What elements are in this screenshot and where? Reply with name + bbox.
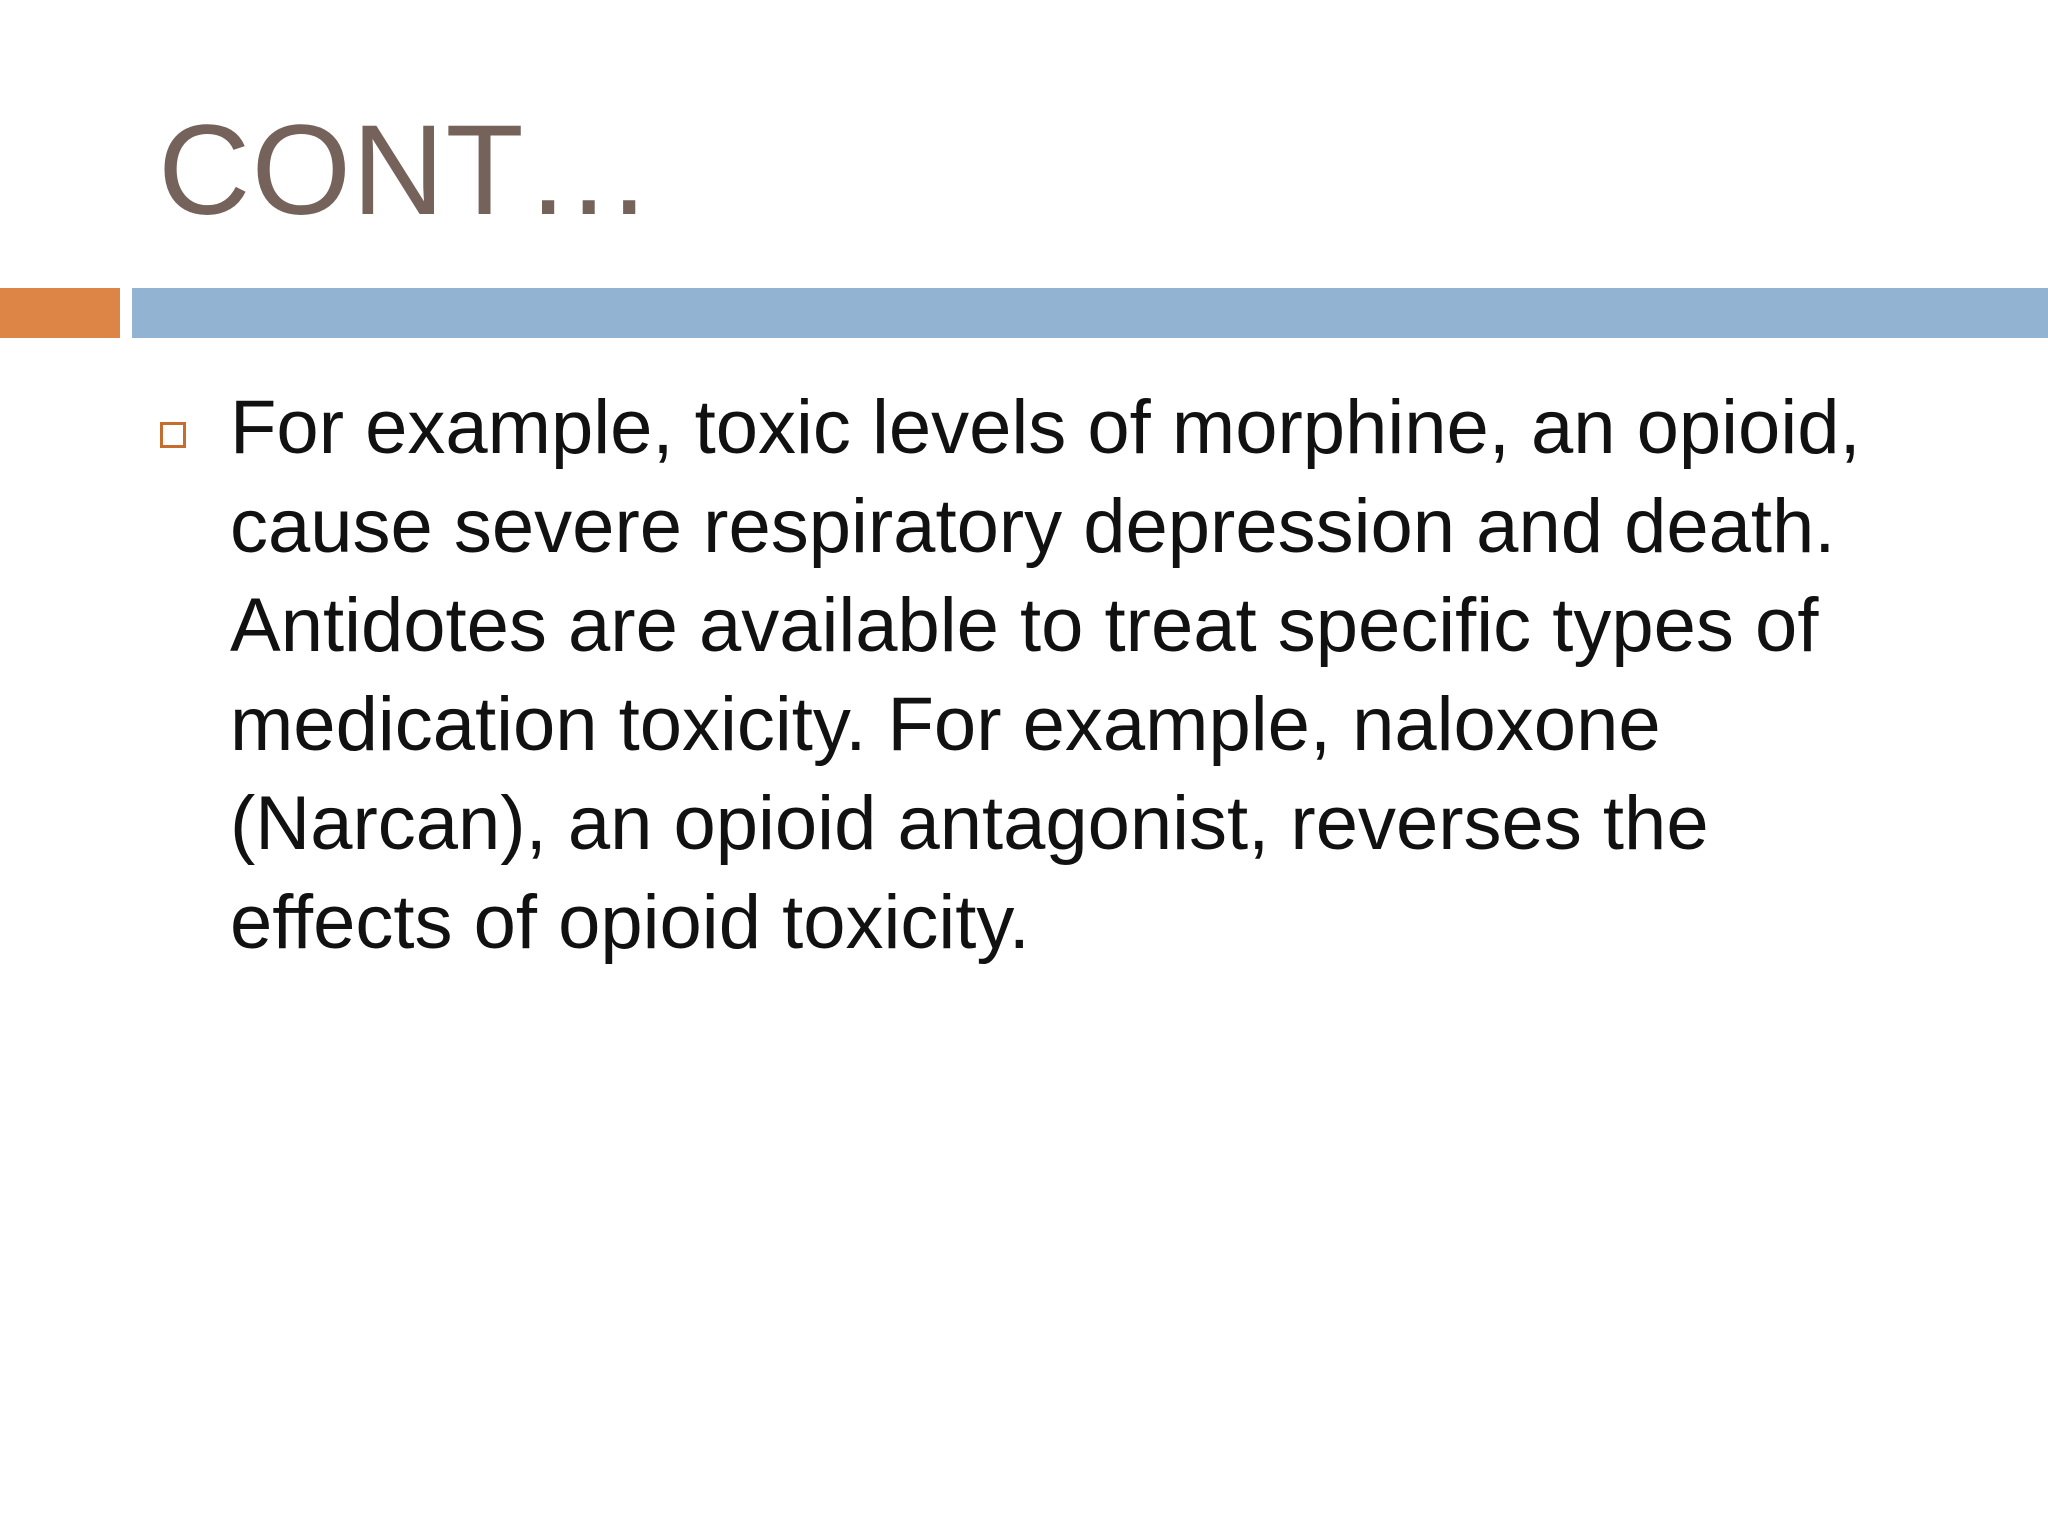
bullet-text: For example, toxic levels of morphine, an opioid, cause severe respiratory depression and death. Antidotes are available to treat specific types of medication toxicity. For example, naloxone (Narcan), an opioid antagonist, reverses the effects of opioid toxicity. — [230, 385, 1861, 965]
title-accent-orange-bar — [0, 288, 120, 338]
slide-title: CONT… — [158, 99, 654, 242]
slide-content — [160, 378, 1880, 972]
bullet-item — [160, 378, 1880, 972]
square-bullet-icon — [160, 422, 186, 448]
title-accent-blue-bar — [132, 288, 2048, 338]
